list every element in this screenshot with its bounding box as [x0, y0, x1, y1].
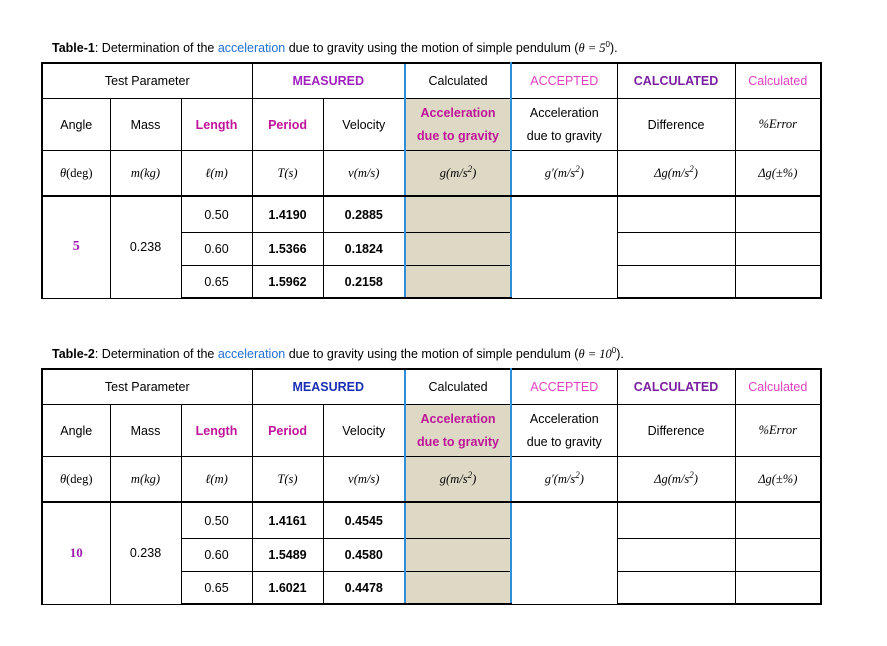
accepted-line-1: Acceleration	[529, 411, 599, 426]
period-cell: 1.5962	[252, 266, 323, 299]
g-sup: 2	[467, 164, 473, 175]
caption-label: Table-1	[52, 41, 95, 56]
g-sup: 2	[467, 470, 473, 481]
difference-header: Difference	[617, 99, 735, 151]
gp-input-cell[interactable]	[511, 502, 617, 604]
velocity-cell: 0.2158	[323, 266, 405, 299]
caption-text-2: due to gravity using the motion of simple pendulum (	[285, 347, 579, 362]
accepted-acceleration-header	[511, 99, 617, 151]
theta-symbol: θ	[59, 165, 67, 180]
accepted-line-2: due to gravity	[526, 434, 602, 449]
velocity-cell: 0.4545	[323, 502, 405, 539]
velocity-symbol: v(m/s)	[323, 151, 405, 197]
g-end: )	[472, 472, 477, 487]
period-cell: 1.4190	[252, 196, 323, 233]
period-cell: 1.4161	[252, 502, 323, 539]
g-input-cell[interactable]	[405, 233, 511, 266]
accepted-header: ACCEPTED	[511, 63, 617, 99]
angle-symbol	[42, 151, 110, 197]
period-symbol: T(s)	[252, 151, 323, 197]
length-cell: 0.65	[181, 266, 252, 299]
deg-unit: (deg)	[66, 165, 93, 180]
gp-symbol	[511, 457, 617, 503]
g-symbol	[405, 151, 511, 197]
caption-theta: θ = 10	[578, 347, 612, 362]
acceleration-line-2: due to gravity	[417, 434, 500, 449]
accepted-line-2: due to gravity	[526, 128, 602, 143]
error-header: %Error	[735, 99, 821, 151]
gp-sup: 2	[575, 470, 580, 481]
table-1-caption	[52, 40, 618, 56]
dg-end: )	[693, 166, 698, 181]
table-2-caption	[52, 346, 624, 362]
deg-unit: (deg)	[66, 471, 93, 486]
measured-header: MEASURED	[252, 369, 405, 405]
length-cell: 0.50	[181, 502, 252, 539]
dg-sup: 2	[689, 164, 694, 175]
caption-end: ).	[616, 347, 624, 362]
acceleration-header	[405, 99, 511, 151]
calculated-2-header: Calculated	[735, 63, 821, 99]
error-input-cell[interactable]	[735, 539, 821, 572]
dg-input-cell[interactable]	[617, 539, 735, 572]
length-symbol: ℓ(m)	[181, 151, 252, 197]
dg-end: )	[693, 472, 698, 487]
caption-end: ).	[609, 41, 618, 56]
angle-value	[42, 196, 110, 298]
period-cell: 1.6021	[252, 572, 323, 605]
caption-text: : Determination of the	[94, 41, 218, 56]
calculated-header: Calculated	[405, 369, 511, 405]
mass-symbol: m(kg)	[110, 151, 181, 197]
acceleration-header	[405, 405, 511, 457]
dg-percent-symbol: Δg(±%)	[735, 457, 821, 503]
gp-text: g′(m/s	[544, 472, 576, 487]
dg-input-cell[interactable]	[617, 233, 735, 266]
length-header: Length	[181, 99, 252, 151]
caption-text: : Determination of the	[94, 347, 218, 362]
difference-header: Difference	[617, 405, 735, 457]
calculated-2-header: Calculated	[735, 369, 821, 405]
caption-degree: 0	[605, 40, 610, 49]
table-2	[41, 368, 822, 605]
g-input-cell[interactable]	[405, 539, 511, 572]
length-cell: 0.50	[181, 196, 252, 233]
angle-value-text: 10	[69, 545, 83, 561]
velocity-cell: 0.4478	[323, 572, 405, 605]
gp-symbol	[511, 151, 617, 197]
accepted-acceleration-header	[511, 405, 617, 457]
measured-header: MEASURED	[252, 63, 405, 99]
velocity-cell: 0.4580	[323, 539, 405, 572]
test-parameter-header: Test Parameter	[42, 369, 252, 405]
period-header: Period	[252, 405, 323, 457]
velocity-symbol: v(m/s)	[323, 457, 405, 503]
theta-symbol: θ	[59, 471, 67, 486]
length-header: Length	[181, 405, 252, 457]
acceleration-line-2: due to gravity	[417, 128, 500, 143]
accepted-line-1: Acceleration	[529, 105, 599, 120]
period-cell: 1.5489	[252, 539, 323, 572]
dg-symbol	[617, 151, 735, 197]
length-symbol: ℓ(m)	[181, 457, 252, 503]
period-symbol: T(s)	[252, 457, 323, 503]
dg-text: Δg(m/s	[654, 472, 690, 487]
angle-value	[42, 502, 110, 604]
error-input-cell[interactable]	[735, 266, 821, 299]
gp-input-cell[interactable]	[511, 196, 617, 298]
velocity-header: Velocity	[323, 405, 405, 457]
angle-value-text: 5	[72, 239, 80, 255]
mass-value: 0.238	[110, 196, 181, 298]
g-text: g(m/s	[439, 472, 468, 487]
dg-sup: 2	[689, 470, 694, 481]
g-input-cell[interactable]	[405, 266, 511, 299]
period-cell: 1.5366	[252, 233, 323, 266]
angle-header: Angle	[42, 99, 110, 151]
table-1	[41, 62, 822, 299]
error-input-cell[interactable]	[735, 502, 821, 539]
calculated-caps-header: CALCULATED	[617, 63, 735, 99]
acceleration-line-1: Acceleration	[420, 105, 496, 120]
acceleration-line-1: Acceleration	[420, 411, 496, 426]
angle-symbol	[42, 457, 110, 503]
length-cell: 0.60	[181, 233, 252, 266]
g-input-cell[interactable]	[405, 196, 511, 233]
mass-symbol: m(kg)	[110, 457, 181, 503]
caption-theta: θ = 5	[578, 41, 606, 56]
length-cell: 0.60	[181, 539, 252, 572]
period-header: Period	[252, 99, 323, 151]
velocity-header: Velocity	[323, 99, 405, 151]
velocity-cell: 0.1824	[323, 233, 405, 266]
gp-text: g′(m/s	[544, 166, 576, 181]
dg-symbol	[617, 457, 735, 503]
dg-text: Δg(m/s	[654, 166, 690, 181]
mass-header: Mass	[110, 99, 181, 151]
dg-input-cell[interactable]	[617, 502, 735, 539]
caption-acceleration: acceleration	[217, 41, 286, 56]
test-parameter-header: Test Parameter	[42, 63, 252, 99]
dg-percent-symbol: Δg(±%)	[735, 151, 821, 197]
error-input-cell[interactable]	[735, 572, 821, 605]
velocity-cell: 0.2885	[323, 196, 405, 233]
gp-sup: 2	[575, 164, 580, 175]
dg-input-cell[interactable]	[617, 196, 735, 233]
mass-header: Mass	[110, 405, 181, 457]
g-end: )	[472, 166, 477, 181]
g-text: g(m/s	[439, 166, 468, 181]
mass-value: 0.238	[110, 502, 181, 604]
caption-text-2: due to gravity using the motion of simple pendulum (	[285, 41, 579, 56]
dg-input-cell[interactable]	[617, 266, 735, 299]
calculated-header: Calculated	[405, 63, 511, 99]
caption-degree: 0	[611, 346, 617, 355]
accepted-header: ACCEPTED	[511, 369, 617, 405]
length-cell: 0.65	[181, 572, 252, 605]
dg-input-cell[interactable]	[617, 572, 735, 605]
angle-header: Angle	[42, 405, 110, 457]
caption-label: Table-2	[52, 347, 95, 362]
gp-end: )	[579, 166, 584, 181]
g-symbol	[405, 457, 511, 503]
error-input-cell[interactable]	[735, 196, 821, 233]
caption-acceleration: acceleration	[217, 347, 286, 362]
g-input-cell[interactable]	[405, 502, 511, 539]
error-header: %Error	[735, 405, 821, 457]
gp-end: )	[579, 472, 584, 487]
error-input-cell[interactable]	[735, 233, 821, 266]
g-input-cell[interactable]	[405, 572, 511, 605]
calculated-caps-header: CALCULATED	[617, 369, 735, 405]
